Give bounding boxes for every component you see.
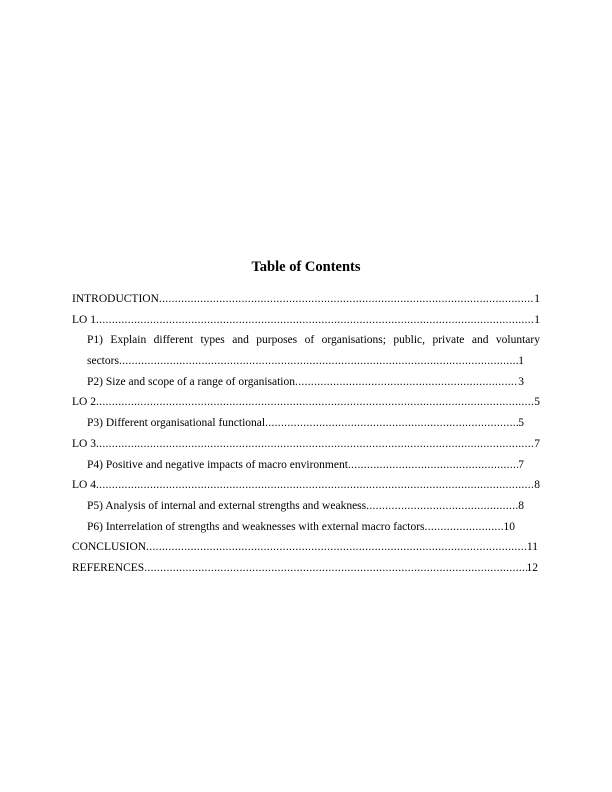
- toc-entry-label: P4) Positive and negative impacts of macro environment: [87, 458, 348, 471]
- toc-entry-lo2[interactable]: [72, 392, 540, 413]
- toc-entry-p1[interactable]: [72, 351, 540, 372]
- dot-leader: [96, 434, 534, 455]
- toc-entry-p2[interactable]: [72, 372, 540, 393]
- toc-entry-label: LO 4: [72, 479, 96, 492]
- table-of-contents: [72, 289, 540, 579]
- toc-entry-conclusion[interactable]: [72, 537, 540, 558]
- toc-entry-page: 8: [518, 499, 524, 512]
- toc-entry-p4[interactable]: [72, 455, 540, 476]
- toc-entry-page: 1: [534, 293, 540, 305]
- dot-leader: [425, 517, 504, 538]
- toc-entry-page: 1: [534, 313, 540, 326]
- toc-title: Table of Contents: [251, 259, 361, 275]
- toc-entry-page: 11: [526, 541, 538, 554]
- toc-entry-page: 12: [526, 561, 538, 574]
- toc-entry-p3[interactable]: [72, 413, 540, 434]
- dot-leader: [366, 496, 518, 517]
- toc-entry-lo1[interactable]: [72, 310, 540, 331]
- toc-entry-page: 5: [518, 417, 524, 430]
- toc-entry-label: CONCLUSION: [72, 541, 147, 554]
- toc-entry-label: P6) Interrelation of strengths and weaknesses with external macro factors: [87, 520, 425, 533]
- dot-leader: [348, 455, 518, 476]
- dot-leader: [119, 351, 518, 372]
- toc-entry-p1-line1[interactable]: P1) Explain different types and purposes of organisations; public, private and voluntary: [87, 334, 540, 347]
- dot-leader: [96, 310, 534, 331]
- toc-entry-label: INTRODUCTION: [72, 293, 159, 305]
- toc-entry-page: 7: [518, 458, 524, 471]
- toc-entry-label: LO 2: [72, 396, 96, 409]
- dot-leader: [96, 392, 534, 413]
- toc-entry-page: 7: [534, 437, 540, 450]
- dot-leader: [265, 413, 518, 434]
- toc-entry-label: REFERENCES: [72, 561, 145, 574]
- toc-entry-introduction[interactable]: [72, 289, 540, 310]
- dot-leader: [146, 537, 527, 558]
- toc-entry-references[interactable]: [72, 558, 540, 579]
- toc-entry-label: LO 1: [72, 313, 96, 326]
- dot-leader: [159, 289, 534, 310]
- toc-entry-lo4[interactable]: [72, 475, 540, 496]
- toc-entry-label: sectors: [87, 355, 119, 368]
- toc-entry-label: P5) Analysis of internal and external strengths and weakness: [87, 499, 367, 512]
- toc-entry-page: 1: [518, 355, 524, 368]
- toc-entry-page: 5: [534, 396, 540, 409]
- toc-entry-page: 8: [534, 479, 540, 492]
- toc-entry-p5[interactable]: [72, 496, 540, 517]
- toc-entry-label: LO 3: [72, 437, 96, 450]
- dot-leader: [144, 558, 526, 579]
- toc-entry-label: P2) Size and scope of a range of organisation: [87, 375, 296, 388]
- toc-entry-page: 10: [503, 520, 515, 533]
- toc-entry-lo3[interactable]: [72, 434, 540, 455]
- dot-leader: [295, 372, 518, 393]
- toc-entry-p6[interactable]: [72, 517, 540, 538]
- dot-leader: [96, 475, 534, 496]
- toc-entry-label: P3) Different organisational functional: [87, 417, 266, 430]
- toc-entry-page: 3: [518, 375, 524, 388]
